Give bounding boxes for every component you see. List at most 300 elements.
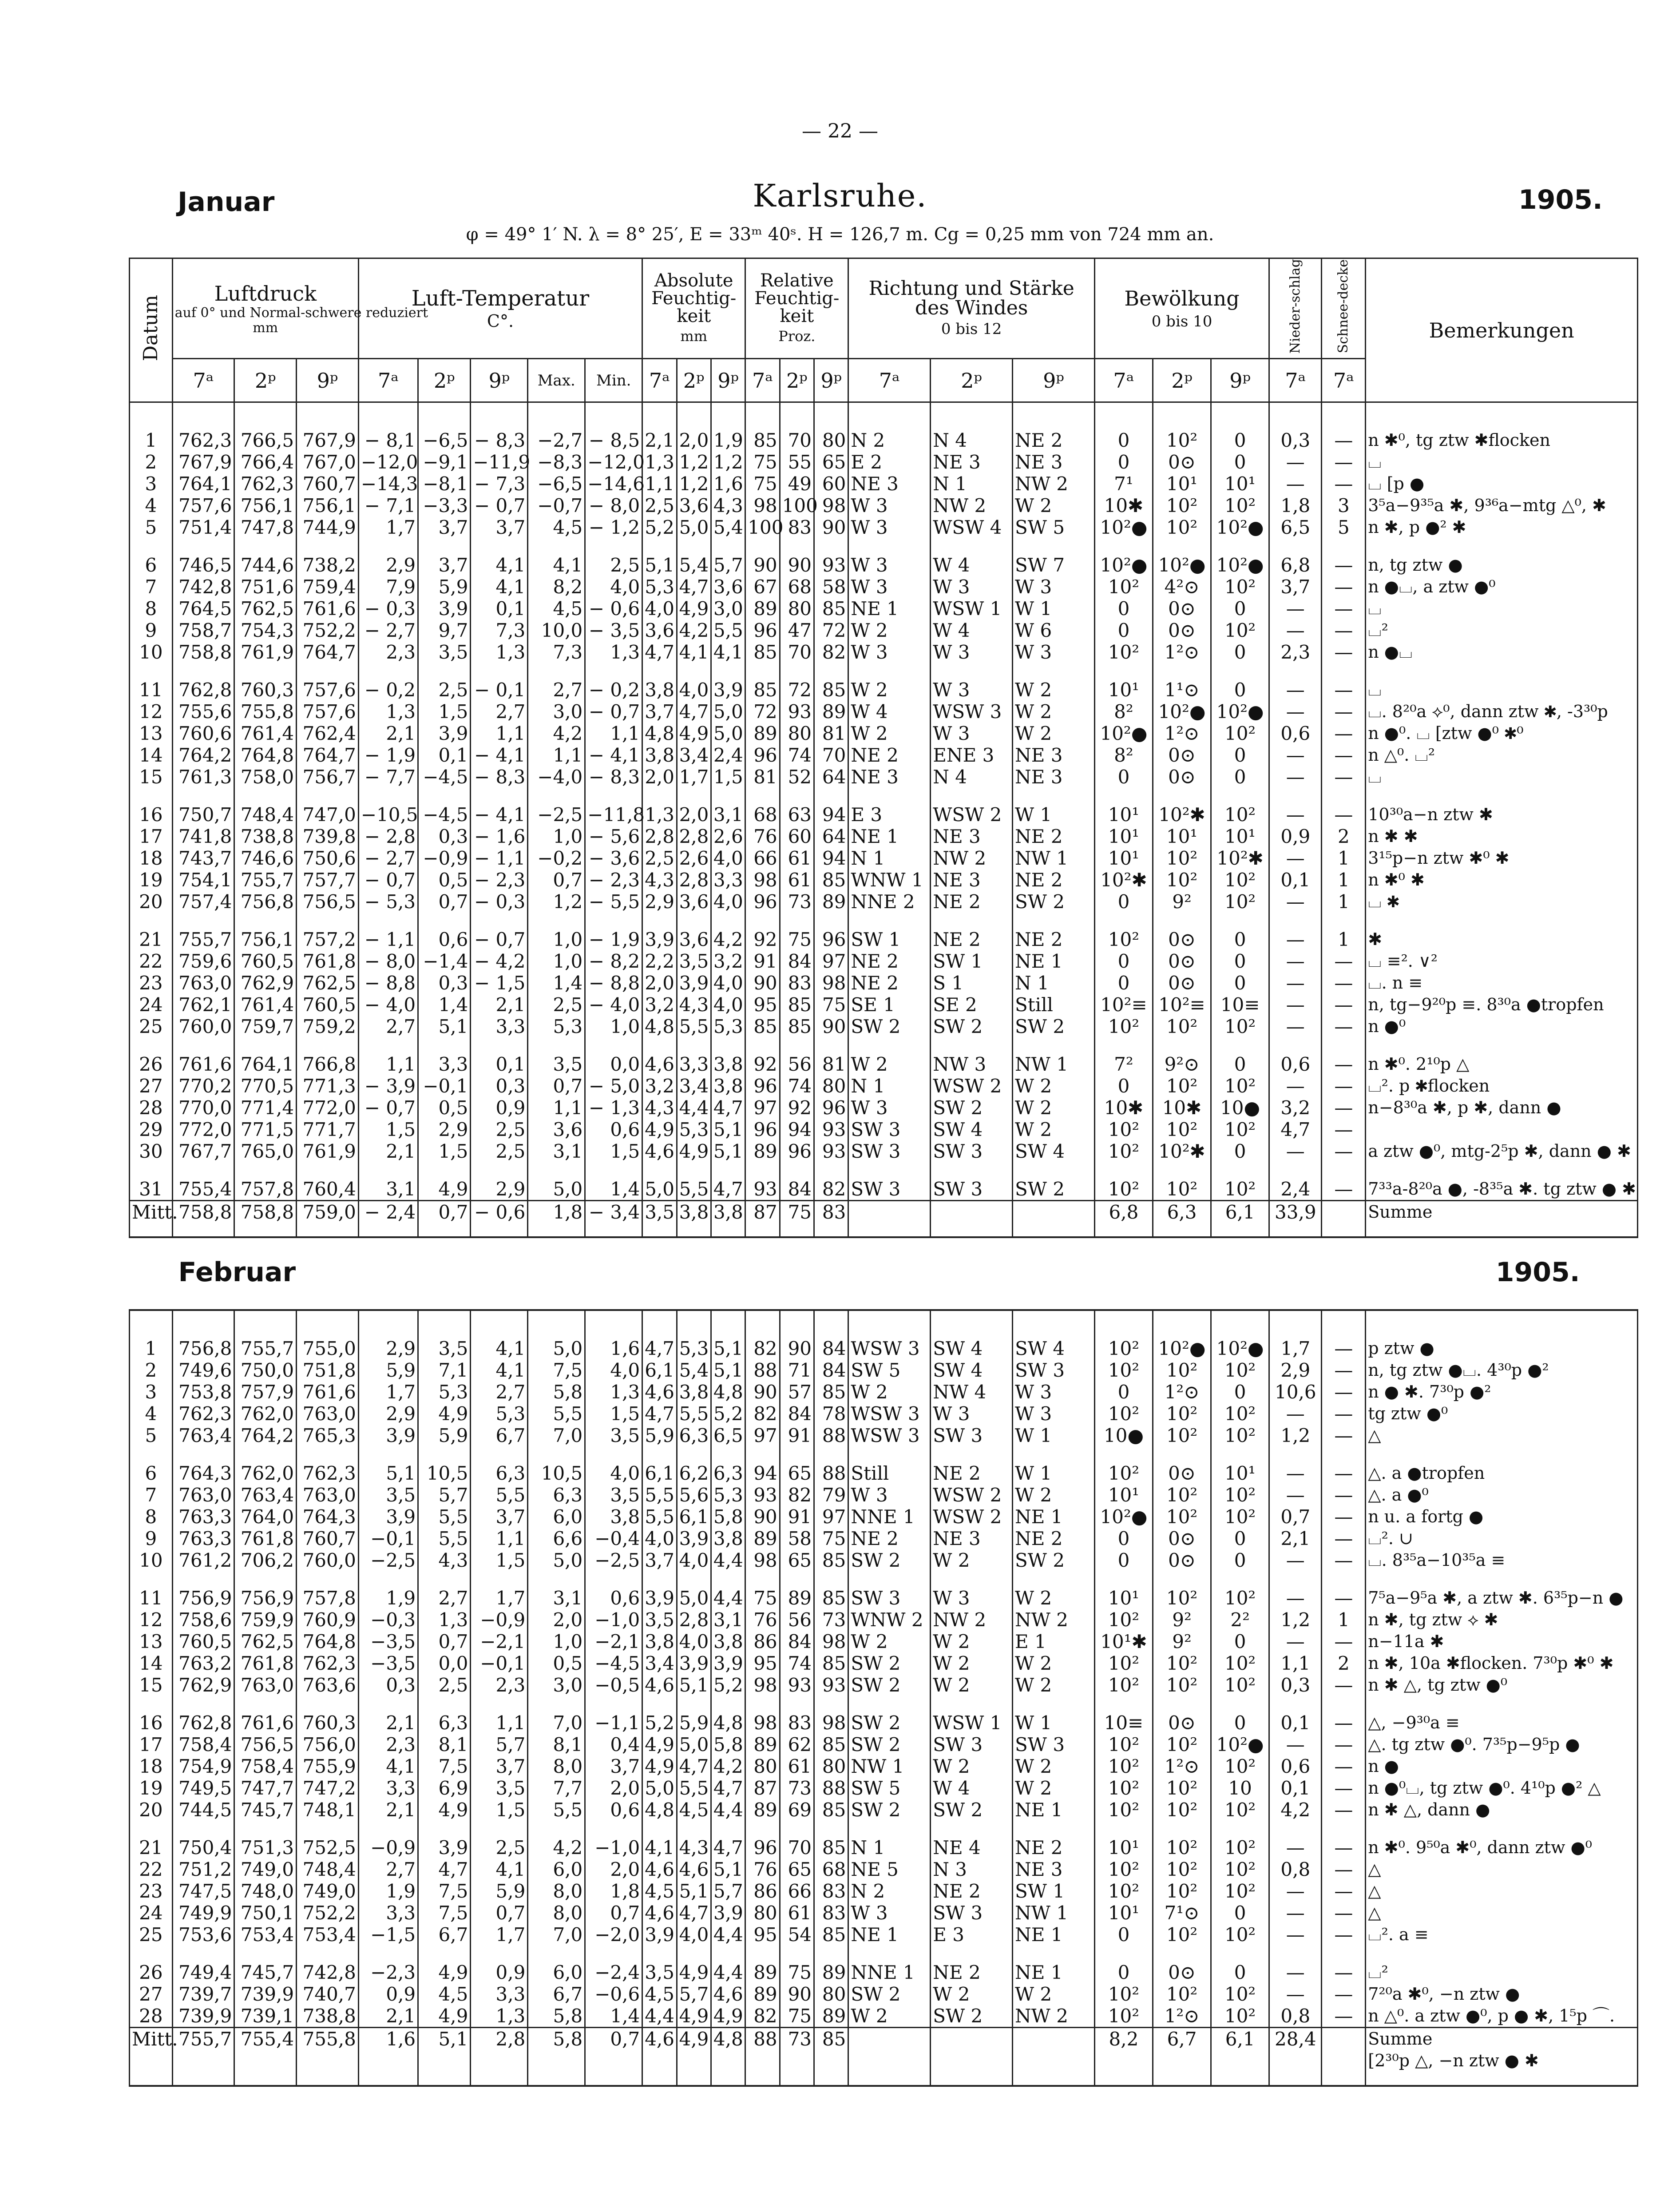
value-cell: 0,1	[471, 598, 528, 620]
value-cell: NE 2	[1013, 826, 1095, 847]
spacer-cell	[1094, 2072, 1153, 2086]
february-year-label: 1905.	[1495, 1257, 1580, 1288]
value-cell: 758,7	[172, 620, 234, 641]
value-cell: N 2	[848, 1880, 931, 1902]
value-cell: 750,6	[297, 847, 359, 869]
value-cell: W 3	[848, 1097, 931, 1119]
spacer-cell	[848, 1946, 931, 1962]
value-cell: 758,4	[234, 1755, 297, 1777]
value-cell: 5,5	[528, 1799, 585, 1821]
value-cell: W 1	[1013, 1425, 1095, 1446]
value-cell: —	[1322, 1462, 1366, 1484]
spacer-cell	[585, 1162, 642, 1178]
value-cell: 68	[780, 576, 814, 598]
value-cell: SW 2	[1013, 1549, 1095, 1571]
value-cell: 1	[1322, 1609, 1366, 1631]
value-cell: 2,1	[358, 1140, 418, 1162]
table-row	[130, 1338, 1638, 1359]
spacer-cell	[418, 1223, 471, 1237]
spacer-cell	[745, 1696, 780, 1712]
spacer-cell	[1269, 1310, 1322, 1338]
spacer-cell	[677, 1571, 711, 1587]
month-title-february: Februar	[178, 1257, 296, 1288]
spacer-cell	[711, 538, 745, 554]
value-cell: W 2	[931, 1652, 1013, 1674]
value-cell: −0,4	[585, 1528, 642, 1549]
value-cell: 761,6	[297, 598, 359, 620]
value-cell: 100	[745, 516, 780, 538]
spacer-cell	[711, 2072, 745, 2086]
value-cell: 0	[1211, 1631, 1269, 1652]
value-cell: 1,5	[711, 766, 745, 788]
value-cell: 82	[745, 2005, 780, 2028]
value-cell: 5,0	[528, 1549, 585, 1571]
spacer-cell	[677, 538, 711, 554]
value-cell: 0,3	[1269, 1674, 1322, 1696]
value-cell: 6,3	[1153, 1201, 1211, 1223]
value-cell: 0,6	[1269, 1755, 1322, 1777]
value-cell: 0,7	[471, 1902, 528, 1924]
value-cell: —	[1269, 620, 1322, 641]
spacer-cell	[780, 1696, 814, 1712]
value-cell: 85	[814, 2028, 848, 2050]
value-cell: 10²	[1211, 1506, 1269, 1528]
value-cell: 1,4	[528, 972, 585, 994]
table-row	[130, 1097, 1638, 1119]
remarks-cell: ⌴². p ✱flocken	[1366, 1075, 1638, 1097]
value-cell: 81	[745, 766, 780, 788]
remarks-cell: n ✱ △, dann ●	[1366, 1799, 1638, 1821]
value-cell: 90	[780, 1338, 814, 1359]
table-row	[130, 620, 1638, 641]
value-cell: W 3	[931, 1403, 1013, 1425]
value-cell: 4,6	[711, 1983, 745, 2005]
value-cell: 758,0	[234, 766, 297, 788]
value-cell: 10²	[1094, 576, 1153, 598]
spacer-cell	[1013, 538, 1095, 554]
value-cell: NE 3	[1013, 1859, 1095, 1880]
value-cell: 10²	[1211, 1016, 1269, 1037]
value-cell: 758,8	[172, 641, 234, 663]
value-cell: W 2	[1013, 1075, 1095, 1097]
group-gap	[130, 538, 1638, 554]
spacer-cell	[1322, 1946, 1366, 1962]
spacer-cell	[297, 1946, 359, 1962]
value-cell: 3,1	[711, 804, 745, 826]
value-cell: 70	[814, 744, 848, 766]
value-cell: W 3	[1013, 1403, 1095, 1425]
value-cell: NW 1	[1013, 1053, 1095, 1075]
value-cell: 58	[780, 1528, 814, 1549]
value-cell: 3,6	[528, 1119, 585, 1140]
value-cell: 5,0	[711, 723, 745, 744]
table-row	[130, 1075, 1638, 1097]
spacer-cell	[642, 2050, 677, 2072]
spacer-cell	[234, 2050, 297, 2072]
value-cell: 6,7	[418, 1924, 471, 1946]
value-cell: 4,1	[471, 1859, 528, 1880]
value-cell: 4,9	[418, 1799, 471, 1821]
value-cell: 767,9	[172, 451, 234, 473]
value-cell: NE 3	[931, 451, 1013, 473]
value-cell: —	[1322, 1631, 1366, 1652]
value-cell: −11,8	[585, 804, 642, 826]
spacer-cell	[1322, 1696, 1366, 1712]
value-cell: 4,7	[711, 1837, 745, 1859]
table-row	[130, 744, 1638, 766]
value-cell: —	[1269, 950, 1322, 972]
spacer-cell	[297, 663, 359, 679]
value-cell: 2	[1322, 1652, 1366, 1674]
spacer-cell	[1269, 913, 1322, 929]
value-cell: 2,8	[642, 826, 677, 847]
value-cell: —	[1322, 1837, 1366, 1859]
value-cell: 10²●	[1211, 1338, 1269, 1359]
value-cell: 739,8	[297, 826, 359, 847]
value-cell: —	[1322, 1799, 1366, 1821]
value-cell: 753,4	[297, 1924, 359, 1946]
spacer-cell	[585, 788, 642, 804]
remarks-cell: n ● ✱. 7³⁰p ●²	[1366, 1381, 1638, 1403]
value-cell: SW 1	[931, 950, 1013, 972]
value-cell: 3,9	[677, 972, 711, 994]
spacer-cell	[642, 1821, 677, 1837]
spacer-cell	[1094, 1946, 1153, 1962]
value-cell: 0,3	[418, 972, 471, 994]
value-cell: − 1,9	[585, 929, 642, 950]
value-cell: −3,5	[358, 1631, 418, 1652]
value-cell: 755,9	[297, 1755, 359, 1777]
value-cell: 4,0	[711, 994, 745, 1016]
value-cell: 94	[745, 1462, 780, 1484]
value-cell: −4,5	[418, 766, 471, 788]
value-cell: —	[1269, 972, 1322, 994]
date-cell: 28	[130, 1097, 173, 1119]
value-cell: 751,3	[234, 1837, 297, 1859]
value-cell: 7,3	[471, 620, 528, 641]
value-cell: 6,7	[1153, 2028, 1211, 2050]
value-cell: —	[1269, 598, 1322, 620]
spacer-cell	[234, 1821, 297, 1837]
value-cell: —	[1322, 1381, 1366, 1403]
remarks-cell: n, tg ztw ●	[1366, 554, 1638, 576]
value-cell: 761,6	[297, 1381, 359, 1403]
value-cell: 76	[745, 826, 780, 847]
value-cell: 4,1	[471, 1338, 528, 1359]
value-cell: 89	[745, 1962, 780, 1983]
value-cell: 2,0	[677, 804, 711, 826]
value-cell: 10²	[1094, 1983, 1153, 2005]
value-cell: 1,7	[358, 516, 418, 538]
value-cell: 756,5	[297, 891, 359, 913]
value-cell: 4,9	[677, 1962, 711, 1983]
value-cell: 80	[814, 1983, 848, 2005]
value-cell: W 2	[931, 1755, 1013, 1777]
value-cell: NW 4	[931, 1381, 1013, 1403]
value-cell: 10●	[1094, 1425, 1153, 1446]
spacer-cell	[358, 1696, 418, 1712]
value-cell: 10²	[1094, 1734, 1153, 1755]
value-cell: 4²⊙	[1153, 576, 1211, 598]
value-cell: 10¹	[1153, 826, 1211, 847]
spacer-cell	[848, 913, 931, 929]
value-cell: 4,6	[642, 1859, 677, 1880]
remarks-cell: n ✱⁰ ✱	[1366, 869, 1638, 891]
table-row	[130, 1425, 1638, 1446]
value-cell: 4,1	[711, 641, 745, 663]
value-cell: 738,2	[297, 554, 359, 576]
value-cell: NE 4	[931, 1837, 1013, 1859]
cloud-7a-header: 7ᵃ	[1094, 359, 1153, 402]
value-cell: N 4	[931, 766, 1013, 788]
value-cell: 3,9	[677, 1528, 711, 1549]
value-cell: 84	[780, 1403, 814, 1425]
value-cell: − 5,0	[585, 1075, 642, 1097]
value-cell: 1,3	[642, 451, 677, 473]
spacer-cell	[745, 1223, 780, 1237]
spacer-cell	[234, 1446, 297, 1462]
remarks-cell: △, −9³⁰a ≡	[1366, 1712, 1638, 1734]
value-cell: −6,5	[418, 429, 471, 451]
value-cell: 0	[1211, 1528, 1269, 1549]
spacer-cell	[418, 913, 471, 929]
value-cell: NE 2	[1013, 929, 1095, 950]
spacer-cell	[931, 402, 1013, 430]
value-cell: 10²●	[1094, 723, 1153, 744]
value-cell: 3,9	[711, 1902, 745, 1924]
value-cell: 7,0	[528, 1425, 585, 1446]
value-cell: 6,3	[711, 1462, 745, 1484]
value-cell: 4,9	[677, 2005, 711, 2028]
value-cell: 10²	[1211, 1484, 1269, 1506]
table-row	[130, 1880, 1638, 1902]
value-cell: − 0,6	[471, 1201, 528, 1223]
value-cell: 10²	[1094, 1880, 1153, 1902]
value-cell: 10²	[1211, 723, 1269, 744]
value-cell: 760,5	[234, 950, 297, 972]
value-cell: 10²	[1153, 429, 1211, 451]
value-cell: 758,8	[172, 1201, 234, 1223]
value-cell: 98	[745, 1712, 780, 1734]
value-cell: 83	[780, 972, 814, 994]
value-cell: 747,8	[234, 516, 297, 538]
value-cell: 758,4	[172, 1734, 234, 1755]
value-cell: —	[1269, 473, 1322, 495]
value-cell: —	[1269, 1924, 1322, 1946]
spacer-cell	[1153, 913, 1211, 929]
value-cell: 2,5	[471, 1140, 528, 1162]
value-cell: 0⊙	[1153, 1962, 1211, 1983]
value-cell: 4,0	[677, 1549, 711, 1571]
value-cell: 0	[1094, 1075, 1153, 1097]
value-cell: 76	[745, 1609, 780, 1631]
value-cell	[931, 2028, 1013, 2050]
value-cell: 761,4	[234, 723, 297, 744]
value-cell: 0	[1094, 972, 1153, 994]
value-cell: 10²	[1094, 1777, 1153, 1799]
value-cell: −0,9	[471, 1609, 528, 1631]
value-cell: 10²	[1094, 1462, 1153, 1484]
spacer-cell	[1094, 1696, 1153, 1712]
value-cell: SW 4	[931, 1359, 1013, 1381]
value-cell: 764,3	[172, 1462, 234, 1484]
value-cell: W 2	[848, 1631, 931, 1652]
value-cell: 760,0	[297, 1549, 359, 1571]
value-cell: −0,9	[418, 847, 471, 869]
value-cell: 10²	[1153, 1859, 1211, 1880]
spacer-cell	[780, 1162, 814, 1178]
spacer-cell	[358, 402, 418, 430]
value-cell: —	[1322, 1674, 1366, 1696]
spacer-cell	[711, 1446, 745, 1462]
bottom-spacer	[130, 1223, 1638, 1237]
value-cell: NE 1	[1013, 1799, 1095, 1821]
value-cell: 7,3	[528, 641, 585, 663]
table-row	[130, 1631, 1638, 1652]
value-cell: − 5,3	[358, 891, 418, 913]
value-cell: 8²	[1094, 744, 1153, 766]
value-cell: 10²	[1153, 1359, 1211, 1381]
value-cell: 759,7	[234, 1016, 297, 1037]
value-cell: 4,7	[677, 1902, 711, 1924]
table-body	[130, 402, 1638, 2086]
spacer-cell	[130, 1223, 173, 1237]
value-cell: 0⊙	[1153, 451, 1211, 473]
value-cell: 1,3	[471, 2005, 528, 2028]
value-cell: 4,1	[358, 1755, 418, 1777]
value-cell: 1,8	[528, 1201, 585, 1223]
value-cell: 97	[745, 1097, 780, 1119]
spacer-cell	[172, 1946, 234, 1962]
value-cell: 10¹	[1094, 679, 1153, 701]
spacer-cell	[297, 1223, 359, 1237]
date-cell: 2	[130, 451, 173, 473]
value-cell: 10²●	[1211, 516, 1269, 538]
value-cell: W 3	[848, 495, 931, 516]
value-cell: 3,3	[418, 1053, 471, 1075]
value-cell: SW 5	[1013, 516, 1095, 538]
spacer-cell	[1211, 788, 1269, 804]
date-cell: 15	[130, 766, 173, 788]
value-cell: 10²	[1153, 1425, 1211, 1446]
value-cell: 746,5	[172, 554, 234, 576]
value-cell: 4,8	[711, 1381, 745, 1403]
value-cell: 761,8	[234, 1528, 297, 1549]
spacer-cell	[297, 2050, 359, 2072]
spacer-cell	[358, 1162, 418, 1178]
value-cell: 10¹	[1211, 473, 1269, 495]
value-cell: SW 3	[1013, 1734, 1095, 1755]
spacer-cell	[814, 1037, 848, 1053]
value-cell: 6,5	[711, 1425, 745, 1446]
value-cell: − 2,3	[471, 869, 528, 891]
spacer-cell	[1013, 663, 1095, 679]
spacer-cell	[642, 663, 677, 679]
value-cell: 0	[1211, 641, 1269, 663]
value-cell: 758,6	[172, 1609, 234, 1631]
value-cell: NE 1	[848, 826, 931, 847]
value-cell: −0,5	[585, 1674, 642, 1696]
value-cell: 2,7	[358, 1859, 418, 1880]
pressure-7a-header: 7ᵃ	[172, 359, 234, 402]
value-cell: 4,6	[642, 2028, 677, 2050]
spacer-cell	[677, 1696, 711, 1712]
value-cell: 96	[814, 929, 848, 950]
value-cell: − 4,2	[471, 950, 528, 972]
weather-table-wrapper	[129, 258, 1638, 2087]
value-cell: 2,1	[358, 1799, 418, 1821]
spacer-cell	[1094, 663, 1153, 679]
value-cell: 0,7	[528, 1075, 585, 1097]
value-cell: 10¹	[1094, 1837, 1153, 1859]
remarks-cell: △. a ●tropfen	[1366, 1462, 1638, 1484]
value-cell: 4,6	[642, 1053, 677, 1075]
value-cell: NE 2	[931, 929, 1013, 950]
spacer-cell	[130, 538, 173, 554]
spacer-cell	[528, 1571, 585, 1587]
value-cell: 85	[814, 1837, 848, 1859]
value-cell: 75	[745, 451, 780, 473]
value-cell: 5,1	[358, 1462, 418, 1484]
value-cell: 2,1	[358, 2005, 418, 2028]
spacer-cell	[130, 1821, 173, 1837]
value-cell: —	[1322, 598, 1366, 620]
spacer-cell	[1013, 1696, 1095, 1712]
spacer-cell	[677, 1446, 711, 1462]
value-cell: 5,1	[711, 1859, 745, 1880]
spacer-cell	[585, 1821, 642, 1837]
value-cell: 3,5	[471, 1777, 528, 1799]
value-cell: 1²⊙	[1153, 641, 1211, 663]
value-cell: N 1	[848, 1075, 931, 1097]
value-cell: 97	[814, 950, 848, 972]
value-cell: 1,2	[1269, 1425, 1322, 1446]
value-cell: − 1,2	[585, 516, 642, 538]
value-cell: 82	[745, 1403, 780, 1425]
remarks-cell: 7²⁰a ✱⁰, −n ztw ●	[1366, 1983, 1638, 2005]
value-cell: 4,0	[677, 679, 711, 701]
spacer-cell	[130, 1946, 173, 1962]
spacer-cell	[745, 1946, 780, 1962]
value-cell: 2	[1322, 826, 1366, 847]
value-cell: 5,1	[711, 1140, 745, 1162]
value-cell: 4,5	[528, 598, 585, 620]
value-cell: NE 2	[848, 950, 931, 972]
value-cell: 0	[1211, 1053, 1269, 1075]
value-cell: 3,9	[642, 1587, 677, 1609]
value-cell: 753,4	[234, 1924, 297, 1946]
value-cell: NW 2	[1013, 2005, 1095, 2028]
spacer-cell	[642, 1223, 677, 1237]
remarks-cell: ⌴²	[1366, 1962, 1638, 1983]
value-cell: 763,6	[297, 1674, 359, 1696]
value-cell: 6,2	[677, 1462, 711, 1484]
value-cell: 4,9	[418, 1178, 471, 1201]
value-cell: 755,6	[172, 701, 234, 723]
spacer-cell	[780, 2072, 814, 2086]
spacer-cell	[172, 1821, 234, 1837]
value-cell: 771,3	[297, 1075, 359, 1097]
value-cell: NW 2	[931, 847, 1013, 869]
value-cell: 5,3	[418, 1381, 471, 1403]
value-cell: NW 2	[931, 1609, 1013, 1631]
value-cell: SW 2	[1013, 891, 1095, 913]
spacer-cell	[585, 1571, 642, 1587]
value-cell: 0⊙	[1153, 1462, 1211, 1484]
spacer-cell	[931, 1946, 1013, 1962]
value-cell: 6,3	[677, 1425, 711, 1446]
spacer-cell	[358, 1037, 418, 1053]
